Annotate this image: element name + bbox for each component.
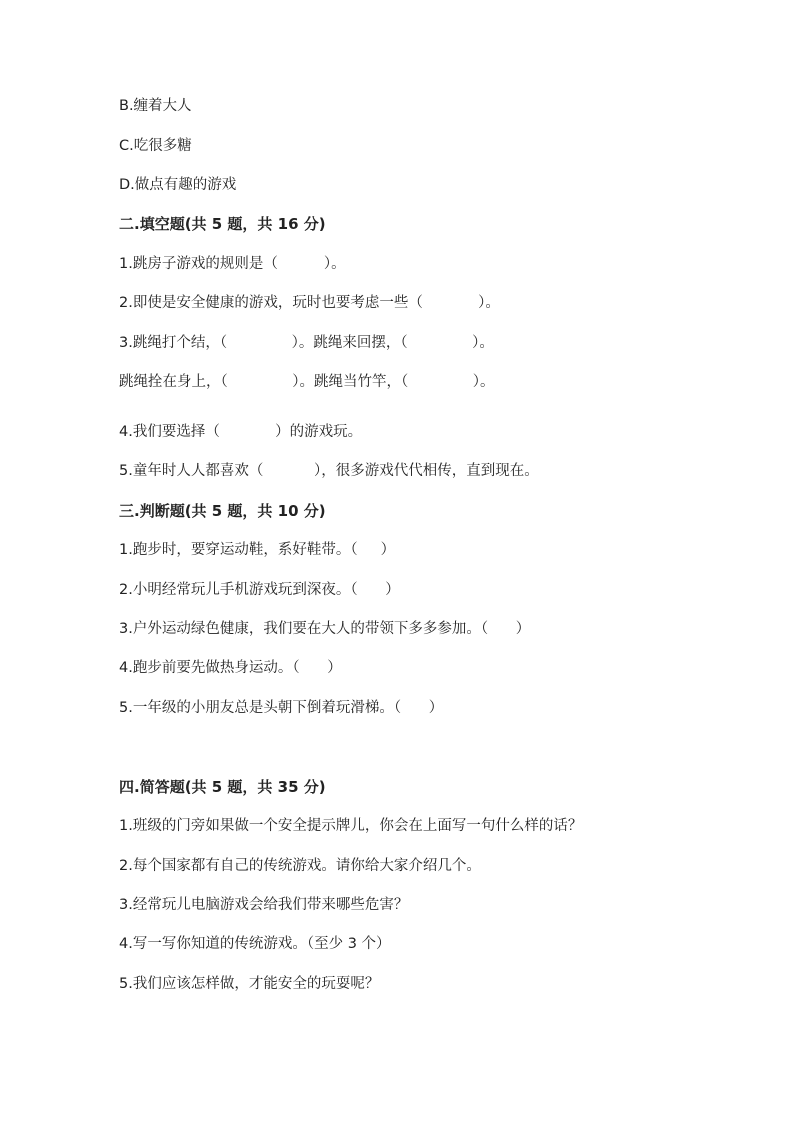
- judge-question-4: 4.跑步前要先做热身运动。（ ）: [119, 660, 342, 676]
- section4-heading: 四.简答题(共 5 题，共 35 分): [119, 778, 326, 796]
- short-question-1: 1.班级的门旁如果做一个安全提示牌儿，你会在上面写一句什么样的话？: [119, 818, 583, 834]
- fill-question-4: 4.我们要选择（ ）的游戏玩。: [119, 424, 363, 440]
- option-d: D.做点有趣的游戏: [119, 177, 237, 193]
- short-question-4: 4.写一写你知道的传统游戏。（至少 3 个）: [119, 936, 391, 952]
- short-question-3: 3.经常玩儿电脑游戏会给我们带来哪些危害？: [119, 897, 409, 913]
- judge-question-3: 3.户外运动绿色健康，我们要在大人的带领下多多参加。（ ）: [119, 621, 531, 637]
- section3-heading: 三.判断题(共 5 题，共 10 分): [119, 502, 326, 520]
- judge-question-5: 5.一年级的小朋友总是头朝下倒着玩滑梯。（ ）: [119, 700, 444, 716]
- short-question-5: 5.我们应该怎样做，才能安全的玩耍呢？: [119, 976, 380, 992]
- fill-question-1: 1.跳房子游戏的规则是（ ）。: [119, 256, 346, 272]
- short-question-2: 2.每个国家都有自己的传统游戏。请你给大家介绍几个。: [119, 858, 481, 874]
- fill-question-3-line-1: 3.跳绳打个结，（ ）。跳绳来回摆，（ ）。: [119, 335, 494, 351]
- fill-question-5: 5.童年时人人都喜欢（ ），很多游戏代代相传，直到现在。: [119, 463, 539, 479]
- section2-heading: 二.填空题(共 5 题，共 16 分): [119, 215, 326, 233]
- judge-question-2: 2.小明经常玩儿手机游戏玩到深夜。（ ）: [119, 582, 400, 598]
- judge-question-1: 1.跑步时，要穿运动鞋，系好鞋带。（ ）: [119, 542, 396, 558]
- fill-question-2: 2.即使是安全健康的游戏，玩时也要考虑一些（ ）。: [119, 295, 500, 311]
- fill-question-3-line-2: 跳绳拴在身上，（ ）。跳绳当竹竿，（ ）。: [119, 374, 495, 390]
- option-c: C.吃很多糖: [119, 138, 192, 154]
- option-b: B.缠着大人: [119, 98, 192, 114]
